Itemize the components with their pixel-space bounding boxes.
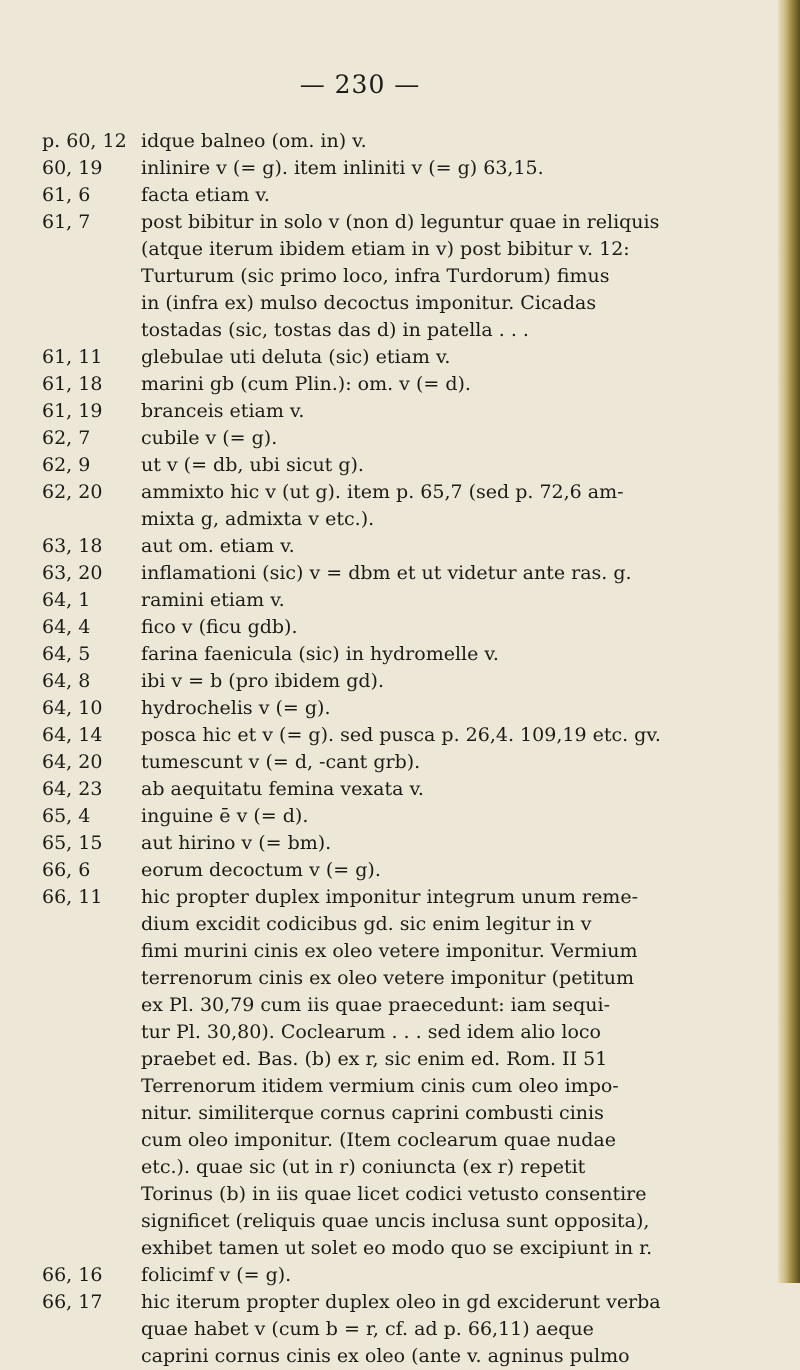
entry-reference: 64, 14 (42, 724, 103, 746)
entry-line: etc.). quae sic (ut in r) coniuncta (ex r) repetit (141, 1156, 586, 1178)
entry-text (141, 479, 742, 533)
entry-reference: 64, 20 (42, 751, 103, 773)
entry-text (141, 587, 742, 614)
entry-line: ramini etiam v. (141, 589, 285, 611)
entry-text (141, 695, 742, 722)
entry (42, 560, 742, 587)
entry-text (141, 209, 742, 344)
entry-line: terrenorum cinis ex oleo vetere imponitur (petitum (141, 967, 635, 989)
entry-line: farina faenicula (sic) in hydromelle v. (141, 643, 499, 665)
entry (42, 479, 742, 533)
entry-line: caprini cornus cinis ex oleo (ante v. agninus pulmo (141, 1345, 630, 1367)
entry (42, 749, 742, 776)
entry (42, 128, 742, 155)
entry-line: post bibitur in solo v (non d) leguntur quae in reliquis (141, 211, 660, 233)
entry-reference: 62, 20 (42, 481, 103, 503)
entry-line: aut hirino v (= bm). (141, 832, 332, 854)
entry-text (141, 1289, 742, 1370)
entry (42, 857, 742, 884)
entry-reference: 64, 1 (42, 589, 91, 611)
entry-line: ut v (= db, ubi sicut g). (141, 454, 364, 476)
entry-text (141, 830, 742, 857)
entry-reference: 63, 20 (42, 562, 103, 584)
entry-text (141, 452, 742, 479)
entry-line: Terrenorum itidem vermium cinis cum oleo impo- (141, 1075, 619, 1097)
entry (42, 641, 742, 668)
entry-line: marini gb (cum Plin.): om. v (= d). (141, 373, 471, 395)
entry-line: hic iterum propter duplex oleo in gd exciderunt verba (141, 1291, 661, 1313)
entry-line: nitur. similiterque cornus caprini combusti cinis (141, 1102, 604, 1124)
entry (42, 884, 742, 1262)
entry-reference: 64, 10 (42, 697, 103, 719)
entry-text (141, 803, 742, 830)
entry-line: hic propter duplex imponitur integrum unum reme- (141, 886, 638, 908)
entry (42, 452, 742, 479)
entry-text (141, 776, 742, 803)
entry-reference: 65, 4 (42, 805, 91, 827)
entry-text (141, 641, 742, 668)
entry-reference: 61, 11 (42, 346, 103, 368)
entry-line: quae habet v (cum b = r, cf. ad p. 66,11) aeque (141, 1318, 594, 1340)
entry-line: ibi v = b (pro ibidem gd). (141, 670, 384, 692)
entry-line: idque balneo (om. in) v. (141, 130, 367, 152)
entry-line: facta etiam v. (141, 184, 270, 206)
entry-reference: 64, 23 (42, 778, 103, 800)
entry-reference: 66, 17 (42, 1291, 103, 1313)
entry (42, 668, 742, 695)
entry-reference: 66, 6 (42, 859, 91, 881)
entry-text (141, 425, 742, 452)
entry-line: mixta g, admixta v etc.). (141, 508, 375, 530)
entry-line: praebet ed. Bas. (b) ex r, sic enim ed. Rom. II 51 (141, 1048, 608, 1070)
entry-line: dium excidit codicibus gd. sic enim legitur in v (141, 913, 592, 935)
entry-line: inguine ē v (= d). (141, 805, 309, 827)
entry-reference: p. 60, 12 (42, 130, 127, 152)
page-number-header: — 230 — (299, 70, 421, 99)
entry-reference: 63, 18 (42, 535, 103, 557)
entry-line: posca hic et v (= g). sed pusca p. 26,4. 109,19 etc. gv. (141, 724, 661, 746)
entry-reference: 64, 5 (42, 643, 91, 665)
entry (42, 830, 742, 857)
entry-line: cum oleo imponitur. (Item coclearum quae nudae (141, 1129, 616, 1151)
entry-text (141, 614, 742, 641)
entry (42, 371, 742, 398)
entry-line: Turturum (sic primo loco, infra Turdorum) fimus (141, 265, 610, 287)
entry-line: ex Pl. 30,79 cum iis quae praecedunt: iam sequi- (141, 994, 611, 1016)
entry-text (141, 128, 742, 155)
entry (42, 722, 742, 749)
entry-line: (atque iterum ibidem etiam in v) post bibitur v. 12: (141, 238, 630, 260)
entry-line: ab aequitatu femina vexata v. (141, 778, 424, 800)
entry-reference: 64, 8 (42, 670, 91, 692)
entry-reference: 60, 19 (42, 157, 103, 179)
entry-reference: 61, 18 (42, 373, 103, 395)
entry-text (141, 371, 742, 398)
entry (42, 209, 742, 344)
entry (42, 587, 742, 614)
entry (42, 182, 742, 209)
entry-reference: 62, 7 (42, 427, 91, 449)
entry (42, 155, 742, 182)
entry-line: fimi murini cinis ex oleo vetere imponitur. Vermium (141, 940, 638, 962)
entry-line: ammixto hic v (ut g). item p. 65,7 (sed p. 72,6 am- (141, 481, 624, 503)
entry-text (141, 344, 742, 371)
entry-reference: 64, 4 (42, 616, 91, 638)
entry-line: aut om. etiam v. (141, 535, 295, 557)
page-edge (778, 0, 800, 1283)
entry-text (141, 1262, 742, 1289)
entry-line: inflamationi (sic) v = dbm et ut videtur ante ras. g. (141, 562, 632, 584)
entry-line: tostadas (sic, tostas das d) in patella . . . (141, 319, 529, 341)
entry-line: tur Pl. 30,80). Coclearum . . . sed idem alio loco (141, 1021, 601, 1043)
entry-reference: 66, 16 (42, 1264, 103, 1286)
entry-text (141, 884, 742, 1262)
entry (42, 1289, 742, 1370)
entry (42, 398, 742, 425)
entry-line: in (infra ex) mulso decoctus imponitur. Cicadas (141, 292, 597, 314)
entry (42, 344, 742, 371)
entry (42, 803, 742, 830)
entry-reference: 65, 15 (42, 832, 103, 854)
entry-line: hydrochelis v (= g). (141, 697, 331, 719)
entry-reference: 61, 6 (42, 184, 91, 206)
entry (42, 614, 742, 641)
entry-line: glebulae uti deluta (sic) etiam v. (141, 346, 451, 368)
entry-text (141, 533, 742, 560)
entry-text (141, 398, 742, 425)
entry-text (141, 182, 742, 209)
entry-line: Torinus (b) in iis quae licet codici vetusto consentire (141, 1183, 647, 1205)
entry-line: significet (reliquis quae uncis inclusa sunt opposita), (141, 1210, 650, 1232)
entry-line: exhibet tamen ut solet eo modo quo se excipiunt in r. (141, 1237, 653, 1259)
entry-line: fico v (ficu gdb). (141, 616, 298, 638)
apparatus-criticus (42, 128, 742, 1370)
entry (42, 533, 742, 560)
entry (42, 1262, 742, 1289)
entry (42, 695, 742, 722)
entry-line: folicimf v (= g). (141, 1264, 292, 1286)
entry-reference: 62, 9 (42, 454, 91, 476)
entry (42, 776, 742, 803)
entry-line: cubile v (= g). (141, 427, 278, 449)
entry (42, 425, 742, 452)
entry-reference: 66, 11 (42, 886, 103, 908)
entry-text (141, 560, 742, 587)
entry-line: eorum decoctum v (= g). (141, 859, 381, 881)
entry-text (141, 749, 742, 776)
entry-text (141, 857, 742, 884)
entry-line: branceis etiam v. (141, 400, 305, 422)
entry-text (141, 155, 742, 182)
entry-line: inlinire v (= g). item inliniti v (= g) 63,15. (141, 157, 544, 179)
entry-line: tumescunt v (= d, -cant grb). (141, 751, 421, 773)
entry-text (141, 668, 742, 695)
entry-text (141, 722, 742, 749)
entry-reference: 61, 7 (42, 211, 91, 233)
entry-reference: 61, 19 (42, 400, 103, 422)
